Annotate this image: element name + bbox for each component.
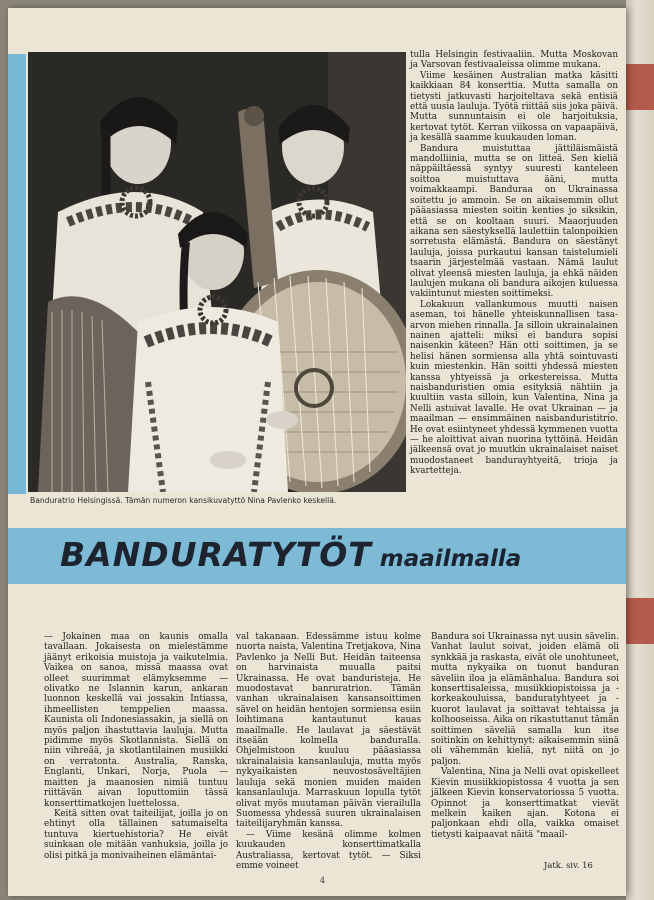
blue-accent-bar — [8, 54, 26, 494]
paragraph: val takanaan. Edessämme istuu kolme nuorta naista, Valentina Tretjakova, Nina Pavlenko ja Nelli But. Heidän taiteensa on harvinaista muualla paitsi Ukrainassa. He ovat banduristeja. He muodostavat banruratrion. Tämän vanhan ukrainalaisen kansansoittimen sävel on heidän hentojen sormiensa esiin loihtimana kantautunut kauas maailmalle. He laulavat ja säestävät itseään kolmella banduralla. Ohjelmistoon kuuluu pääasiassa ukrainalaisia kansanlauluja, mutta myös nykyaikaisten neuvostosäveltäjien lauluja sekä monien muiden maiden kansanlauluja. Marraskuun lopulla tytöt olivat myös muutaman päivän vierailulla Suomessa yhdessä suuren ukrainalaisen taiteilijaryhmän kanssa. — [236, 632, 421, 830]
paragraph: — Viime kesänä olimme kolmen kuukauden konserttimatkalla Australiassa, kertovat tytöt. — Siksi emme voineet — [236, 829, 421, 871]
paragraph: — Jokainen maa on kaunis omalla tavallaan. Jokaisesta on mielestämme jäänyt erikoisia muistoja ja vaikutelmia. Vaikea on sanoa, missä maassa ovat olleet suurimmat elämyksemme — olivatko ne Islannin karun, ankaran luonnon keskellä vai jossakin Intiassa, ihmeellisten temppelien maassa. Kaunista oli Indonesiassakin, ja siellä on myös paljon ihastuttavia lauluja. Mutta pidimme myös Skotlannista. Siellä on niin vihreää, ja skotlantilainen musiikki on verratonta. Australia, Ranska, Englanti, Unkari, Norja, Puola — maitten ja maanosien nimiä tuntuu riittävän aivan loputtomiin tässä konserttimatkojen luettelossa. — [44, 632, 228, 809]
page-number: 4 — [320, 876, 326, 885]
continued-note: Jatk. siv. 16 — [544, 860, 593, 870]
paragraph: Valentina, Nina ja Nelli ovat opiskelleet Kievin musiikkiopistossa 4 vuotta ja sen jälkeen Kievin konservatoriossa 5 vuotta. Opinnot ja konserttimatkat vievät melkein kaiken ajan. Kotona ei paljonkaan ehdi olla, vaikka omaiset tietysti kaipaavat näitä "maail- — [431, 767, 619, 840]
article-column-bottom-middle — [236, 632, 421, 871]
article-column-bottom-left — [44, 632, 228, 861]
paragraph: Bandura muistuttaa jättiläismäistä mandolliinia, mutta se on litteä. Sen kieliä näppäiltäessä syntyy suuresti kanteleen soittoa muistuttava ääni, mutta voimakkaampi. Banduraa on Ukrainassa soitettu jo ammoin. Se on aikaisemmin ollut pääasiassa miesten soitin kenties jo siksikin, että se on kooltaan suuri. Maaorjuuden aikana sen säestyksellä laulettiin talonpoikien sorretusta elämästä. Bandura on säestänyt lauluja, joissa purkautui kansan taistelumieli tsaarin järjestelmää vastaan. Nämä laulut olivat yleensä miesten lauluja, ja ehkä näiden laulujen mukana oli bandura aikojen kuluessa vakiintunut miesten soittimeksi. — [410, 143, 618, 300]
next-page-red-stripe — [626, 598, 654, 644]
article-column-top-right — [410, 50, 618, 477]
paragraph: Viime kesäinen Australian matka käsitti kaikkiaan 84 konserttia. Mutta samalla on tietysti jatkuvasti harjoiteltava sekä entisiä että uusia lauluja. Työtä riittää siis joka päivä. Mutta sunnuntaisin ei ole harjoituksia, kertovat tytöt. Kerran viikossa on vapaapäivä, ja kesällä saamme kuukauden loman. — [410, 70, 618, 144]
paragraph: Lokakuun vallankumous muutti naisen aseman, toi hänelle yhteiskunnallisen tasa-arvon miehen rinnalla. Ja silloin ukrainalainen nainen ajatteli: miksi ei bandura sopisi naisenkin käteen? Hän otti soittimen, ja se helisi hänen sormiensa alla yhtä sointuvasti kuin miestenkin. Hän soitti yhdessä miesten kanssa yhtyeissä ja orkestereissa. Mutta naisbanduristien omia esityksiä nähtiin ja kuultiin vasta silloin, kun Valentina, Nina ja Nelli astuivat lavalle. He ovat Ukrainan — ja maailman — ensimmäinen naisbanduristitrio. He ovat esiintyneet yhdessä kymmenen vuotta — he aloittivat aivan nuorina tyttöinä. Heidän jälkeensä ovat jo muutkin ukrainalaiset naiset muodostaneet bandurayhtyeitä, trioja ja kvartetteja. — [410, 299, 618, 477]
bandura-trio-illustration — [28, 52, 406, 492]
next-page-red-stripe — [626, 64, 654, 110]
trio-photo — [28, 52, 406, 492]
article-title-main: BANDURATYTÖT — [60, 535, 372, 574]
photo-caption: Banduratrio Helsingissä. Tämän numeron kansikuvatyttö Nina Pavlenko keskellä. — [30, 496, 337, 505]
article-title-suffix: maailmalla — [379, 546, 522, 572]
next-page-edge — [626, 0, 654, 900]
article-column-bottom-right — [431, 632, 619, 840]
paragraph: tulla Helsingin festivaaliin. Mutta Moskovan ja Varsovan festivaaleissa olimme mukana. — [410, 50, 618, 71]
paragraph: Keitä sitten ovat taiteilijat, joilla jo on ehtinyt olla tällainen satumaiselta tuntuva kiertuehistoria? He eivät suinkaan ole mitään vanhuksia, joilla jo olisi pitkä ja monivaiheinen elämäntai- — [44, 808, 228, 861]
paragraph: Bandura soi Ukrainassa nyt uusin sävelin. Vanhat laulut soivat, joiden elämä oli synkkää ja raskasta, eivät ole unohtuneet, mutta nykyaika on tuonut banduran säveliin iloa ja elämänhalua. Bandura soi konserttisaleissa, musiikkiopistoissa ja -korkeakouluissa, banduratyhtyeet ja -kuorot laulavat ja soittavat tehtaissa ja kolhooseissa. Aika on rikastuttanut tämän soittimen säveliä samalla kun itse soitinkin on kehittynyt: aikaisemmin siinä oli vähemmän kieliä, nyt niitä on jo paljon. — [431, 632, 619, 767]
magazine-page — [8, 8, 626, 896]
article-title — [60, 535, 521, 579]
